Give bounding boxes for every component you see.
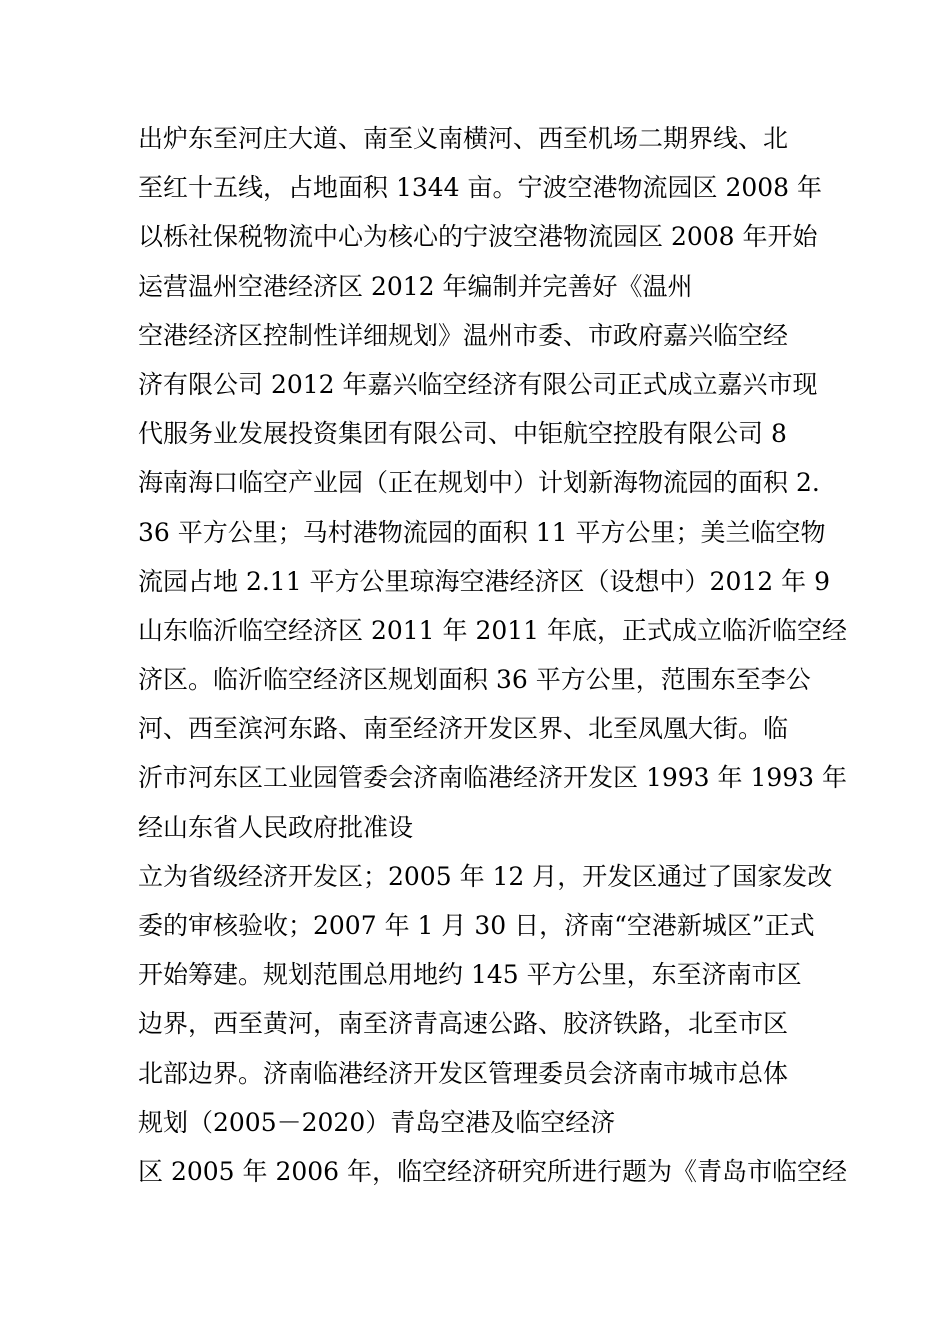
text-line-4: 运营温州空港经济区 2012 年编制并完善好《温州 xyxy=(138,271,693,301)
text-line-17: 委的审核验收；2007 年 1 月 30 日，济南“空港新城区”正式 xyxy=(138,911,815,940)
text-line-14: 沂市河东区工业园管委会济南临港经济开发区 1993 年 1993 年 xyxy=(138,763,848,793)
text-line-10: 流园占地 2.11 平方公里琼海空港经济区（设想中）2012 年 9 xyxy=(138,566,830,596)
text-line-3: 以栎社保税物流中心为核心的宁波空港物流园区 2008 年开始 xyxy=(138,222,818,252)
text-line-6: 济有限公司 2012 年嘉兴临空经济有限公司正式成立嘉兴市现 xyxy=(138,369,818,399)
text-line-5: 空港经济区控制性详细规划》温州市委、市政府嘉兴临空经 xyxy=(138,320,789,350)
text-line-1: 出炉东至河庄大道、南至义南横河、西至机场二期界线、北 xyxy=(138,124,789,153)
text-line-2: 至红十五线，占地面积 1344 亩。宁波空港物流园区 2008 年 xyxy=(138,173,823,203)
text-line-9: 36 平方公里；马村港物流园的面积 11 平方公里；美兰临空物 xyxy=(138,517,826,547)
text-line-19: 边界，西至黄河，南至济青高速公路、胶济铁路，北至市区 xyxy=(138,1009,789,1039)
text-line-8: 海南海口临空产业园（正在规划中）计划新海物流园的面积 2. xyxy=(138,468,820,498)
body-text xyxy=(138,114,848,1196)
text-line-22: 区 2005 年 2006 年，临空经济研究所进行题为《青岛市临空经 xyxy=(138,1156,848,1186)
text-line-11: 山东临沂临空经济区 2011 年 2011 年底，正式成立临沂临空经 xyxy=(138,615,848,645)
text-line-21: 规划（2005－2020）青岛空港及临空经济 xyxy=(138,1107,616,1137)
text-line-12: 济区。临沂临空经济区规划面积 36 平方公里，范围东至李公 xyxy=(138,665,811,695)
text-line-13: 河、西至滨河东路、南至经济开发区界、北至凤凰大街。临 xyxy=(138,714,789,744)
text-line-20: 北部边界。济南临港经济开发区管理委员会济南市城市总体 xyxy=(138,1058,789,1088)
text-line-15: 经山东省人民政府批准设 xyxy=(138,812,414,842)
text-line-7: 代服务业发展投资集团有限公司、中钜航空控股有限公司 8 xyxy=(138,419,787,449)
text-line-18: 开始筹建。规划范围总用地约 145 平方公里，东至济南市区 xyxy=(138,960,802,990)
text-line-16: 立为省级经济开发区；2005 年 12 月，开发区通过了国家发改 xyxy=(138,861,833,891)
